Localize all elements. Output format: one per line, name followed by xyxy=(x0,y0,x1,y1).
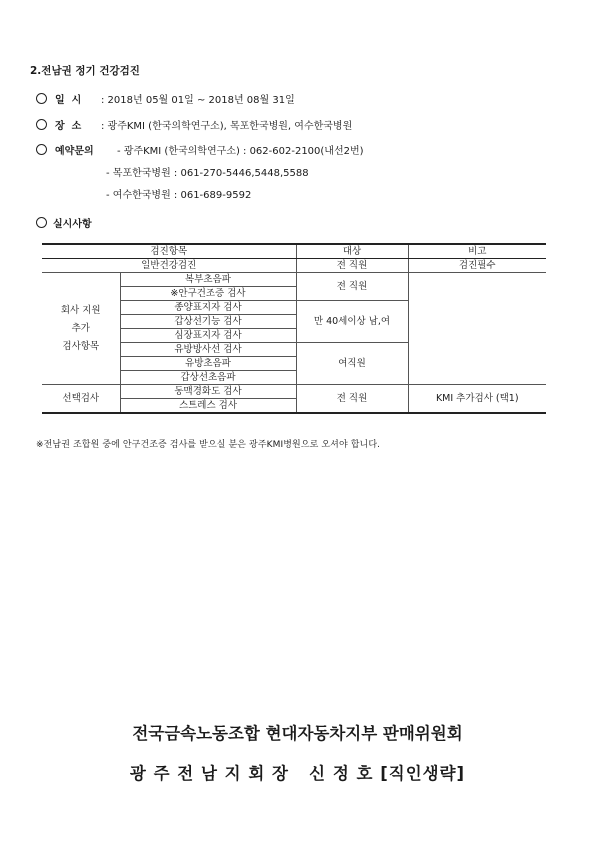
optional-note: KMI 추가검사 (택1) xyxy=(408,385,546,414)
company-item: 종양표지자 검사 xyxy=(120,301,296,315)
signature-organization: 전국금속노동조합 현대자동차지부 판매위원회 xyxy=(132,724,463,743)
circle-bullet-icon xyxy=(36,144,47,155)
place-row xyxy=(36,119,352,133)
section-title-text: 실시사항 xyxy=(53,219,92,230)
footnote: ※전남권 조합원 중에 안구건조증 검사를 받으실 분은 광주KMI병원으로 오셔야 합니다. xyxy=(36,440,381,450)
circle-bullet-icon xyxy=(36,119,47,130)
section-heading: 2.전남권 정기 건강검진 xyxy=(30,65,140,77)
header-item: 검진항목 xyxy=(42,244,296,259)
general-target: 전 직원 xyxy=(296,259,408,273)
circle-bullet-icon xyxy=(36,217,47,228)
company-item: 유방방사선 검사 xyxy=(120,343,296,357)
optional-label: 선택검사 xyxy=(42,385,120,414)
circle-bullet-icon xyxy=(36,93,47,104)
reservation-row xyxy=(36,144,364,158)
company-item: 유방초음파 xyxy=(120,357,296,371)
optional-target: 전 직원 xyxy=(296,385,408,414)
company-label-line: 추가 xyxy=(71,322,90,334)
general-note: 검진필수 xyxy=(408,259,546,273)
table-header-row xyxy=(42,244,546,259)
place-label: 장 소 xyxy=(55,121,82,132)
place-value: : 광주KMI (한국의학연구소), 목포한국병원, 여수한국병원 xyxy=(101,121,353,132)
reservation-contact-2: - 목포한국병원 : 061-270-5446,5448,5588 xyxy=(106,168,309,179)
optional-item: 스트레스 검사 xyxy=(120,399,296,414)
exam-table xyxy=(42,243,546,414)
company-item: 갑상선초음파 xyxy=(120,371,296,385)
company-item: 갑상선기능 검사 xyxy=(120,315,296,329)
general-item: 일반건강검진 xyxy=(42,259,296,273)
table-row xyxy=(42,273,546,287)
signature-signatory: 광 주 전 남 지 회 장 신 정 호 [직인생략] xyxy=(129,764,466,783)
company-label-line: 검사항목 xyxy=(62,340,100,352)
company-item: ※안구건조증 검사 xyxy=(120,287,296,301)
company-item: 심장표지자 검사 xyxy=(120,329,296,343)
reservation-value: - 광주KMI (한국의학연구소) : 062-602-2100(내선2번) xyxy=(117,146,364,157)
reservation-label: 예약문의 xyxy=(55,146,94,157)
target-age-cell: 만 40세이상 남,여 xyxy=(296,301,408,343)
section-title xyxy=(36,215,92,230)
company-label-line: 회사 지원 xyxy=(60,304,101,316)
company-item: 복부초음파 xyxy=(120,273,296,287)
company-support-label xyxy=(42,273,120,385)
schedule-label: 일 시 xyxy=(55,95,82,106)
header-note: 비고 xyxy=(408,244,546,259)
target-female-cell: 여직원 xyxy=(296,343,408,385)
company-note-empty xyxy=(408,273,546,385)
schedule-row xyxy=(36,93,295,107)
target-all-cell: 전 직원 xyxy=(296,273,408,301)
table-row xyxy=(42,385,546,399)
schedule-value: : 2018년 05월 01일 ~ 2018년 08월 31일 xyxy=(101,95,295,106)
header-target: 대상 xyxy=(296,244,408,259)
optional-item: 동맥경화도 검사 xyxy=(120,385,296,399)
reservation-contact-3: - 여수한국병원 : 061-689-9592 xyxy=(106,190,252,201)
table-row xyxy=(42,259,546,273)
